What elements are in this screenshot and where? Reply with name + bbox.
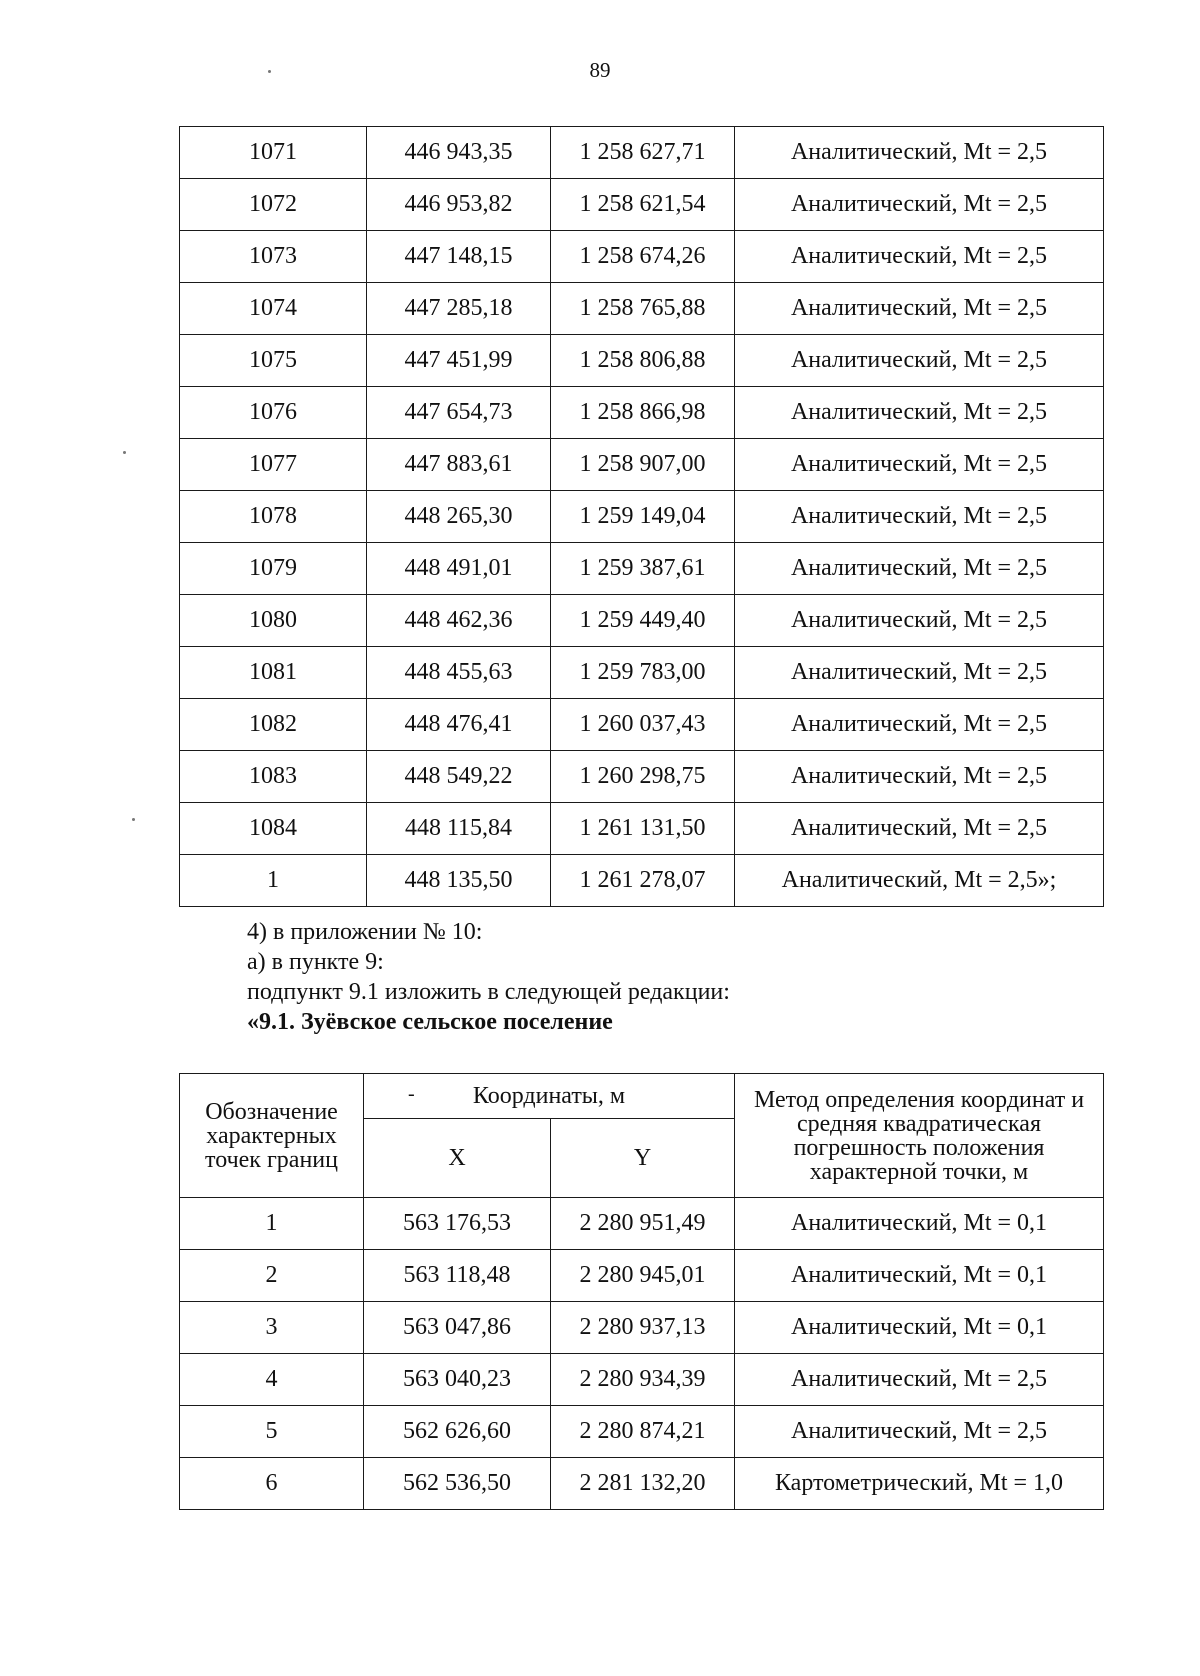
cell-y-coordinate: 1 259 783,00 bbox=[551, 647, 735, 699]
table-row bbox=[180, 595, 1104, 647]
cell-y-coordinate: 2 280 951,49 bbox=[551, 1198, 735, 1250]
table-row bbox=[180, 127, 1104, 179]
cell-y-coordinate: 1 260 298,75 bbox=[551, 751, 735, 803]
cell-y-coordinate: 1 258 765,88 bbox=[551, 283, 735, 335]
cell-x-coordinate: 563 176,53 bbox=[364, 1198, 551, 1250]
cell-method: Аналитический, Mt = 2,5 bbox=[735, 231, 1104, 283]
cell-y-coordinate: 1 261 278,07 bbox=[551, 855, 735, 907]
header-dash-mark: - bbox=[408, 1083, 415, 1105]
cell-x-coordinate: 446 953,82 bbox=[367, 179, 551, 231]
table-row bbox=[180, 699, 1104, 751]
table-row bbox=[180, 1354, 1104, 1406]
cell-point-number: 1 bbox=[180, 855, 367, 907]
cell-y-coordinate: 2 280 945,01 bbox=[551, 1250, 735, 1302]
cell-point-number: 3 bbox=[180, 1302, 364, 1354]
cell-method: Аналитический, Mt = 2,5 bbox=[735, 283, 1104, 335]
cell-x-coordinate: 448 265,30 bbox=[367, 491, 551, 543]
cell-point-number: 1076 bbox=[180, 387, 367, 439]
cell-y-coordinate: 2 280 934,39 bbox=[551, 1354, 735, 1406]
header-x: X bbox=[364, 1119, 551, 1198]
scan-speck bbox=[132, 818, 135, 821]
table-row bbox=[180, 387, 1104, 439]
cell-x-coordinate: 446 943,35 bbox=[367, 127, 551, 179]
cell-point-number: 1079 bbox=[180, 543, 367, 595]
cell-y-coordinate: 1 259 449,40 bbox=[551, 595, 735, 647]
cell-method: Аналитический, Mt = 2,5 bbox=[735, 543, 1104, 595]
scan-speck bbox=[268, 70, 271, 73]
cell-x-coordinate: 562 626,60 bbox=[364, 1406, 551, 1458]
scan-speck bbox=[123, 451, 126, 454]
table-row bbox=[180, 179, 1104, 231]
cell-method: Аналитический, Mt = 2,5 bbox=[735, 387, 1104, 439]
cell-method: Аналитический, Mt = 0,1 bbox=[735, 1302, 1104, 1354]
cell-y-coordinate: 1 259 387,61 bbox=[551, 543, 735, 595]
cell-x-coordinate: 448 491,01 bbox=[367, 543, 551, 595]
table-row bbox=[180, 803, 1104, 855]
coordinates-table-body bbox=[180, 127, 1104, 907]
cell-method: Аналитический, Mt = 2,5 bbox=[735, 439, 1104, 491]
table-row bbox=[180, 231, 1104, 283]
table-row bbox=[180, 751, 1104, 803]
amendment-line-item: а) в пункте 9: bbox=[247, 949, 384, 975]
cell-x-coordinate: 562 536,50 bbox=[364, 1458, 551, 1510]
cell-method: Аналитический, Mt = 2,5 bbox=[735, 127, 1104, 179]
cell-point-number: 1075 bbox=[180, 335, 367, 387]
cell-point-number: 5 bbox=[180, 1406, 364, 1458]
table-row bbox=[180, 1302, 1104, 1354]
cell-x-coordinate: 447 285,18 bbox=[367, 283, 551, 335]
cell-x-coordinate: 447 148,15 bbox=[367, 231, 551, 283]
cell-point-number: 1072 bbox=[180, 179, 367, 231]
cell-method: Аналитический, Mt = 2,5 bbox=[735, 1354, 1104, 1406]
cell-point-number: 1081 bbox=[180, 647, 367, 699]
table-row bbox=[180, 855, 1104, 907]
cell-y-coordinate: 2 280 874,21 bbox=[551, 1406, 735, 1458]
cell-x-coordinate: 447 883,61 bbox=[367, 439, 551, 491]
cell-y-coordinate: 1 261 131,50 bbox=[551, 803, 735, 855]
page-number: 89 bbox=[589, 58, 611, 82]
cell-x-coordinate: 448 455,63 bbox=[367, 647, 551, 699]
cell-y-coordinate: 1 258 866,98 bbox=[551, 387, 735, 439]
cell-method: Аналитический, Mt = 2,5 bbox=[735, 491, 1104, 543]
table-row bbox=[180, 647, 1104, 699]
cell-y-coordinate: 1 258 907,00 bbox=[551, 439, 735, 491]
amendment-line-subitem: подпункт 9.1 изложить в следующей редакции: bbox=[247, 979, 730, 1005]
cell-point-number: 1083 bbox=[180, 751, 367, 803]
cell-point-number: 1071 bbox=[180, 127, 367, 179]
cell-y-coordinate: 2 280 937,13 bbox=[551, 1302, 735, 1354]
cell-y-coordinate: 1 258 627,71 bbox=[551, 127, 735, 179]
header-points: Обозначение характерных точек границ bbox=[180, 1074, 364, 1198]
cell-point-number: 1074 bbox=[180, 283, 367, 335]
cell-point-number: 1 bbox=[180, 1198, 364, 1250]
cell-x-coordinate: 563 118,48 bbox=[364, 1250, 551, 1302]
table-row bbox=[180, 543, 1104, 595]
cell-y-coordinate: 1 258 806,88 bbox=[551, 335, 735, 387]
cell-point-number: 1084 bbox=[180, 803, 367, 855]
cell-method: Аналитический, Mt = 2,5»; bbox=[735, 855, 1104, 907]
table-row bbox=[180, 439, 1104, 491]
table-row bbox=[180, 1198, 1104, 1250]
cell-point-number: 1077 bbox=[180, 439, 367, 491]
table-row bbox=[180, 1406, 1104, 1458]
cell-x-coordinate: 563 047,86 bbox=[364, 1302, 551, 1354]
cell-method: Аналитический, Mt = 0,1 bbox=[735, 1198, 1104, 1250]
table-row bbox=[180, 1250, 1104, 1302]
cell-y-coordinate: 1 258 674,26 bbox=[551, 231, 735, 283]
cell-x-coordinate: 563 040,23 bbox=[364, 1354, 551, 1406]
cell-y-coordinate: 2 281 132,20 bbox=[551, 1458, 735, 1510]
cell-method: Аналитический, Mt = 2,5 bbox=[735, 803, 1104, 855]
cell-point-number: 1080 bbox=[180, 595, 367, 647]
header-method: Метод определения координат и средняя квадратическая погрешность положения характерной точки, м bbox=[735, 1074, 1104, 1198]
header-coordinates bbox=[364, 1074, 735, 1119]
cell-point-number: 4 bbox=[180, 1354, 364, 1406]
cell-point-number: 1078 bbox=[180, 491, 367, 543]
header-coordinates-label: Координаты, м bbox=[472, 1083, 626, 1109]
amendment-line-appendix: 4) в приложении № 10: bbox=[247, 919, 483, 945]
table-row bbox=[180, 283, 1104, 335]
cell-x-coordinate: 448 115,84 bbox=[367, 803, 551, 855]
cell-point-number: 2 bbox=[180, 1250, 364, 1302]
cell-x-coordinate: 448 135,50 bbox=[367, 855, 551, 907]
cell-x-coordinate: 447 451,99 bbox=[367, 335, 551, 387]
table-row bbox=[180, 1458, 1104, 1510]
cell-method: Аналитический, Mt = 2,5 bbox=[735, 751, 1104, 803]
header-y: Y bbox=[551, 1119, 735, 1198]
zuevskoe-coordinates-table bbox=[179, 1073, 1104, 1510]
cell-method: Аналитический, Mt = 2,5 bbox=[735, 699, 1104, 751]
cell-method: Аналитический, Mt = 2,5 bbox=[735, 595, 1104, 647]
table-row bbox=[180, 335, 1104, 387]
table-row bbox=[180, 491, 1104, 543]
cell-y-coordinate: 1 258 621,54 bbox=[551, 179, 735, 231]
cell-method: Аналитический, Mt = 2,5 bbox=[735, 335, 1104, 387]
cell-point-number: 1082 bbox=[180, 699, 367, 751]
cell-x-coordinate: 448 476,41 bbox=[367, 699, 551, 751]
cell-x-coordinate: 448 462,36 bbox=[367, 595, 551, 647]
section-heading: «9.1. Зуёвское сельское поселение bbox=[247, 1009, 613, 1035]
zuevskoe-table-body bbox=[180, 1198, 1104, 1510]
cell-point-number: 1073 bbox=[180, 231, 367, 283]
cell-y-coordinate: 1 259 149,04 bbox=[551, 491, 735, 543]
cell-method: Аналитический, Mt = 2,5 bbox=[735, 179, 1104, 231]
cell-method: Аналитический, Mt = 0,1 bbox=[735, 1250, 1104, 1302]
coordinates-table-continued bbox=[179, 126, 1104, 907]
cell-method: Аналитический, Mt = 2,5 bbox=[735, 647, 1104, 699]
cell-point-number: 6 bbox=[180, 1458, 364, 1510]
cell-method: Картометрический, Mt = 1,0 bbox=[735, 1458, 1104, 1510]
cell-method: Аналитический, Mt = 2,5 bbox=[735, 1406, 1104, 1458]
cell-x-coordinate: 448 549,22 bbox=[367, 751, 551, 803]
amendment-text bbox=[247, 917, 730, 1037]
cell-y-coordinate: 1 260 037,43 bbox=[551, 699, 735, 751]
cell-x-coordinate: 447 654,73 bbox=[367, 387, 551, 439]
